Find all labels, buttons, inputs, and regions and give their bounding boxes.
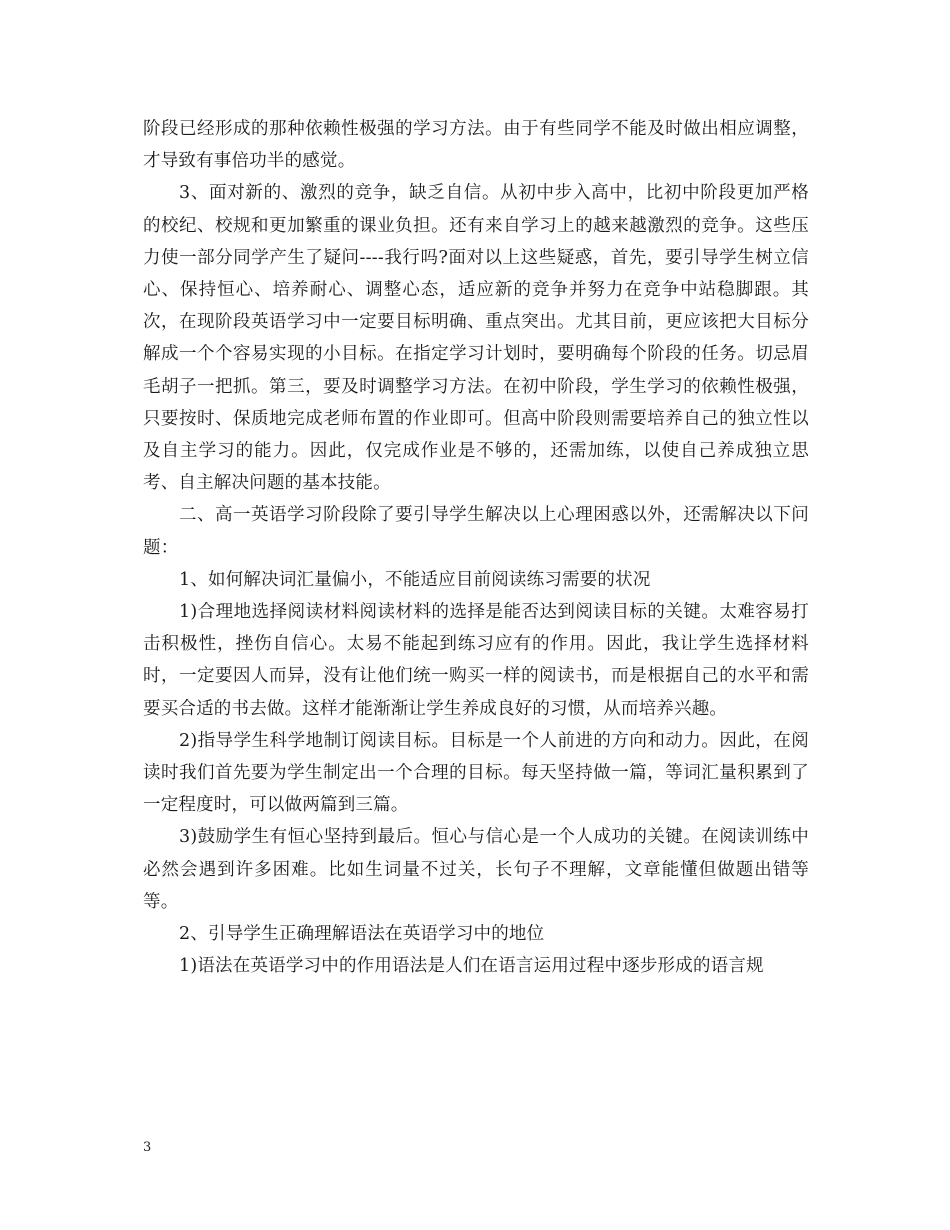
paragraph: 1、如何解决词汇量偏小，不能适应目前阅读练习需要的状况	[179, 569, 651, 590]
paragraph: 3)鼓励学生有恒心坚持到最后。恒心与信心是一个人成功的关键。在阅读训练中必然会遇到许多困难。比如生词量不过关，长句子不理解，文章能懂但做题出错等等。	[143, 827, 809, 912]
paragraph: 1)语法在英语学习中的作用语法是人们在语言运用过程中逐步形成的语言规	[179, 956, 764, 977]
page-number: 3	[143, 1140, 152, 1155]
paragraph: 1)合理地选择阅读材料阅读材料的选择是能否达到阅读目标的关键。太难容易打击积极性，挫伤自信心。太易不能起到练习应有的作用。因此，我让学生选择材料时，一定要因人而异，没有让他们统一购买一样的阅读书，而是根据自己的水平和需要买合适的书去做。这样才能渐渐让学生养成良好的习惯，从而培养兴趣。	[143, 602, 809, 719]
paragraph: 3、面对新的、激烈的竞争，缺乏自信。从初中步入高中，比初中阶段更加严格的校纪、校规和更加繁重的课业负担。还有来自学习上的越来越激烈的竞争。这些压力使一部分同学产生了疑问----我行吗?面对以上这些疑惑，首先，要引导学生树立信心、保持恒心、培养耐心、调整心态，适应新的竞争并努力在竞争中站稳脚跟。其次，在现阶段英语学习中一定要目标明确、重点突出。尤其目前，更应该把大目标分解成一个个容易实现的小目标。在指定学习计划时，要明确每个阶段的任务。切忌眉毛胡子一把抓。第三，要及时调整学习方法。在初中阶段，学生学习的依赖性极强，只要按时、保质地完成老师布置的作业即可。但高中阶段则需要培养自己的独立性以及自主学习的能力。因此，仅完成作业是不够的，还需加练，以使自己养成独立思考、自主解决问题的基本技能。	[143, 183, 809, 494]
paragraph: 阶段已经形成的那种依赖性极强的学习方法。由于有些同学不能及时做出相应调整，才导致有事倍功半的感觉。	[143, 119, 809, 172]
paragraph: 2、引导学生正确理解语法在英语学习中的地位	[179, 924, 545, 945]
paragraph: 二、高一英语学习阶段除了要引导学生解决以上心理困惑以外，还需解决以下问题：	[143, 505, 809, 558]
paragraph: 2)指导学生科学地制订阅读目标。目标是一个人前进的方向和动力。因此，在阅读时我们首先要为学生制定出一个合理的目标。每天坚持做一篇，等词汇量积累到了一定程度时，可以做两篇到三篇。	[143, 730, 809, 816]
document-body	[143, 113, 809, 982]
